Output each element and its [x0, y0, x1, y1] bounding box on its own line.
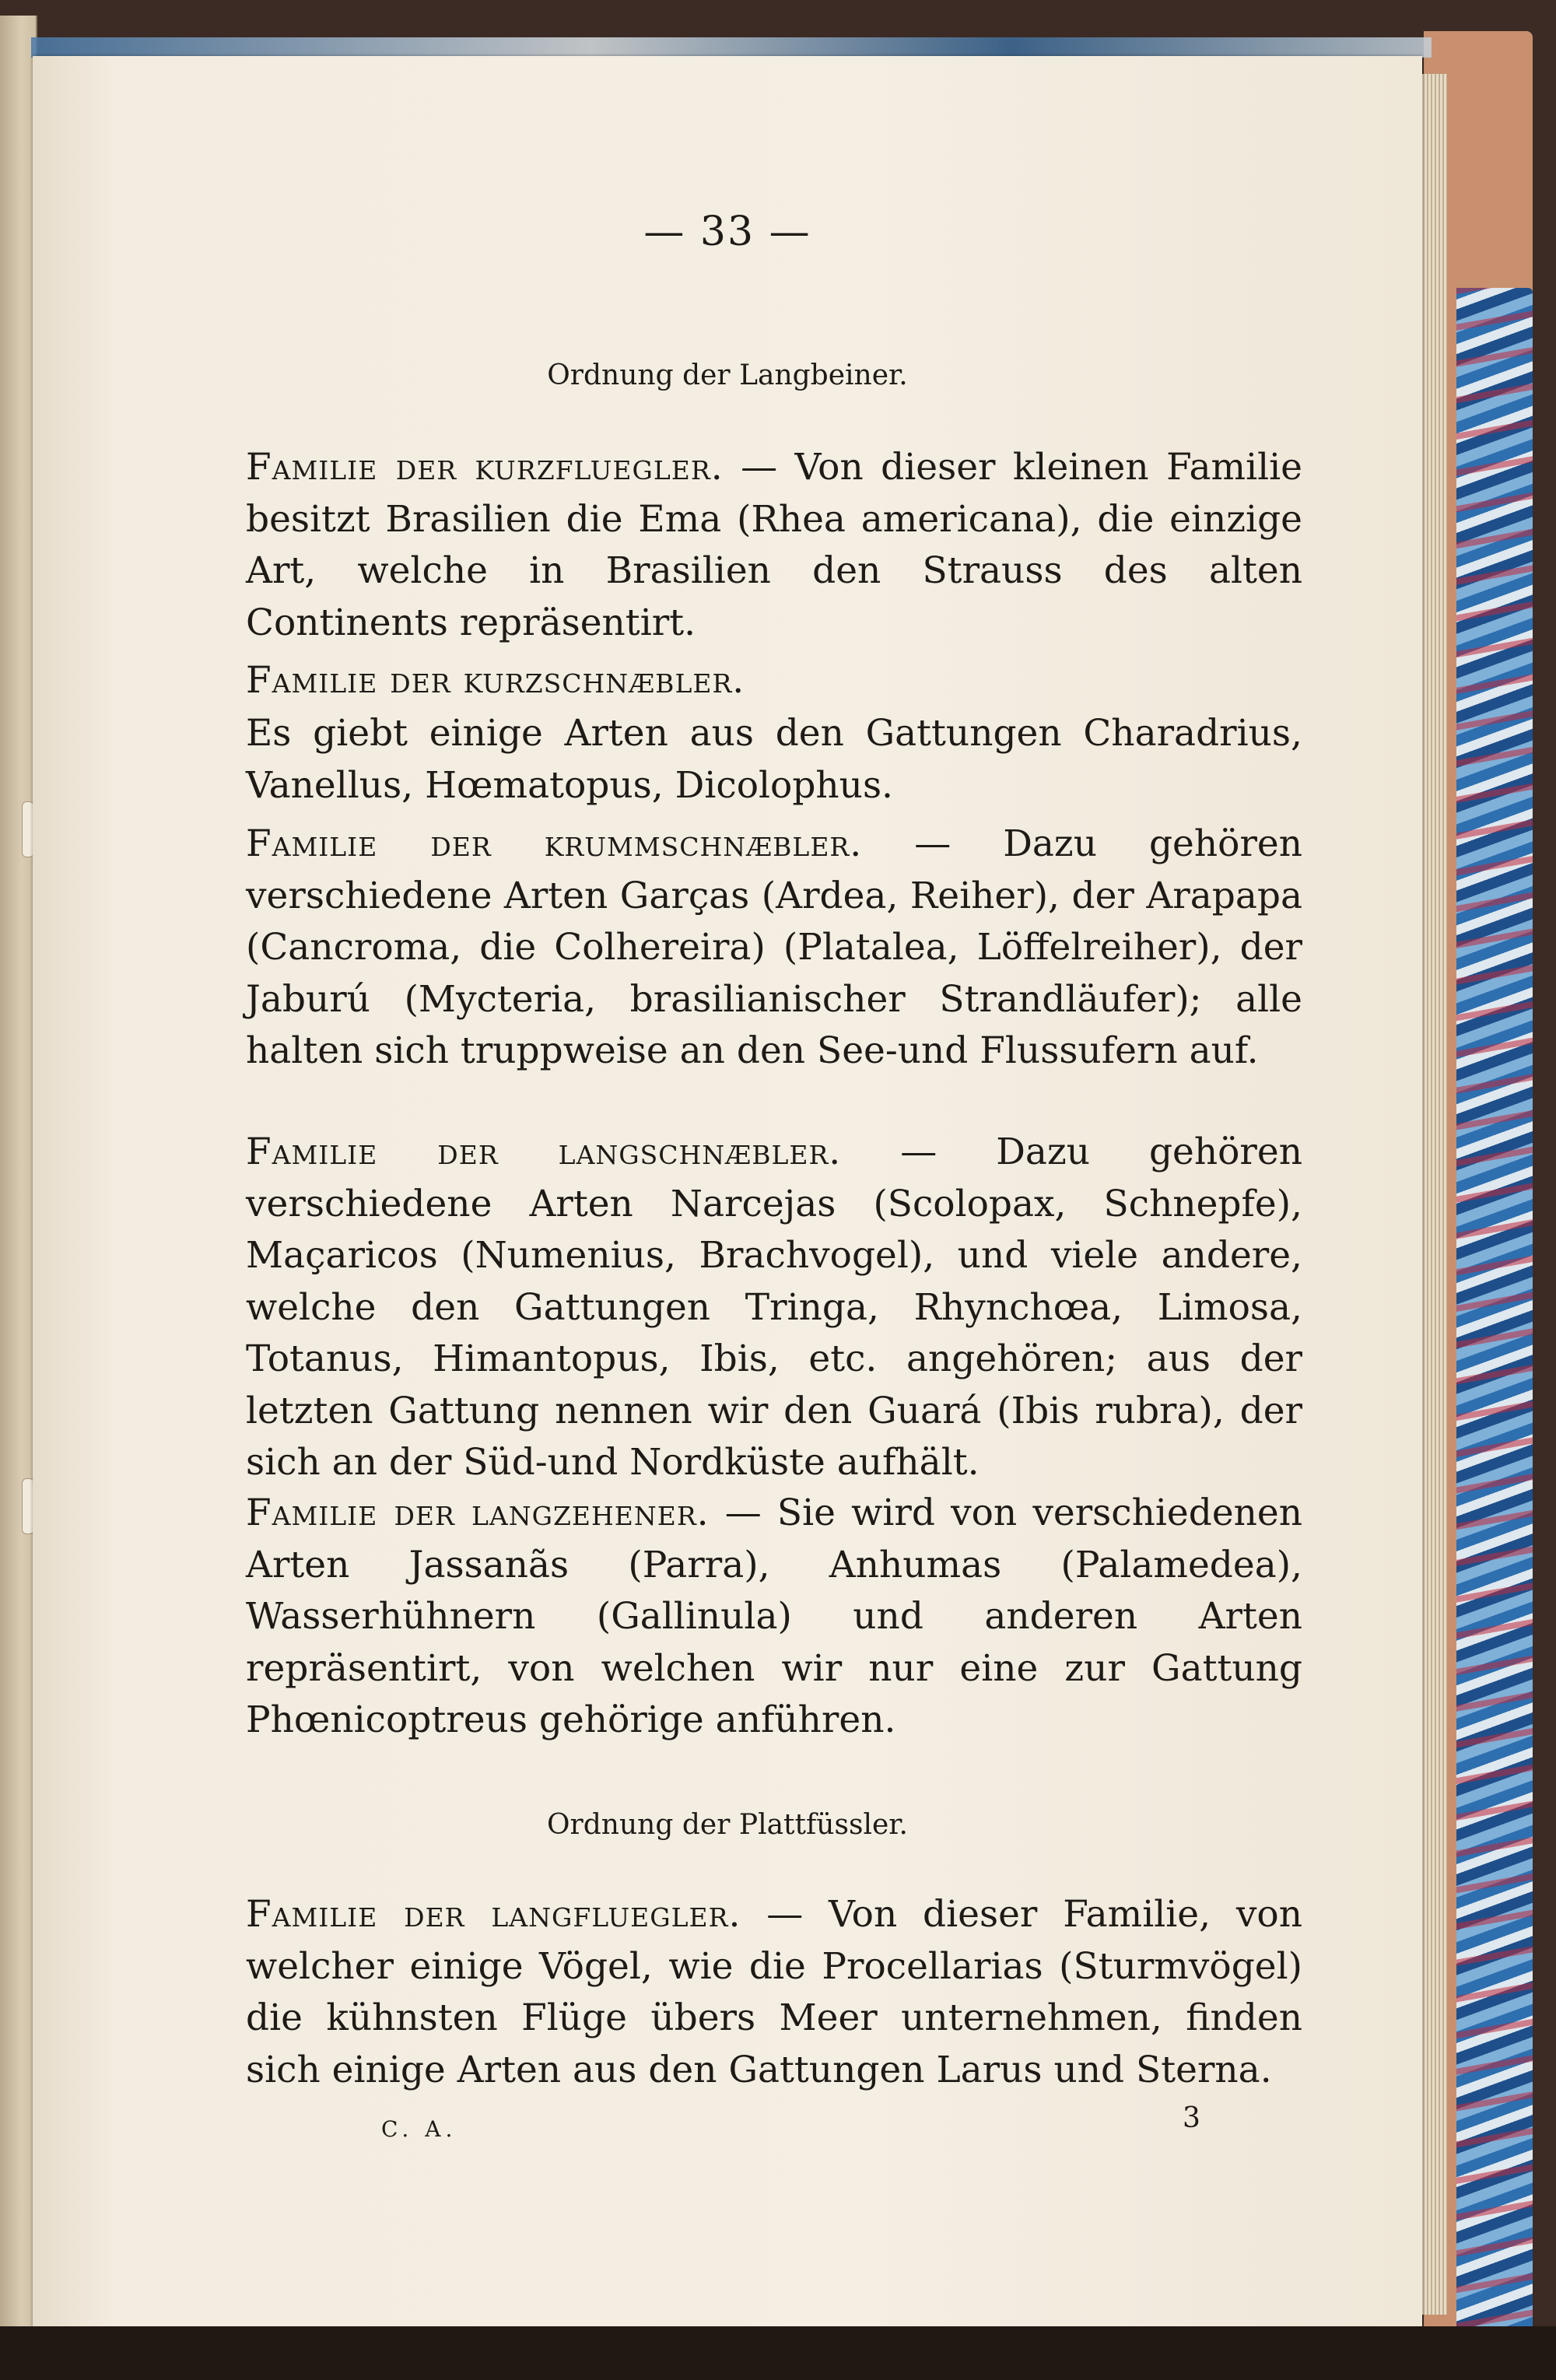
- paragraph-family-langzehener: [246, 1488, 1302, 1747]
- family-title: Familie der langzehener.: [246, 1491, 710, 1534]
- paragraph-text: — Von dieser Familie, von welcher einige Vögel, wie die Procellarias (Sturmvögel) die kühnsten Flüge übers Meer unternehmen, finden sich einige Arten aus den Gattungen Larus und Sterna.: [246, 1893, 1303, 2091]
- family-title: Familie der langfluegler.: [246, 1893, 741, 1936]
- book-page: [33, 56, 1422, 2326]
- paragraph-text: — Dazu gehören verschiedene Arten Narcejas (Scolopax, Schnepfe), Maçaricos (Numenius, Brachvogel), und viele andere, welche den Gattungen Tringa, Rhynchœa, Limosa, Totanus, Himantopus, Ibis, etc. angehören; aus der letzten Gattung nennen wir den Guará (Ibis rubra), der sich an der Süd-und Nordküste aufhält.: [246, 1130, 1302, 1484]
- bottom-shadow: [0, 2326, 1556, 2380]
- printer-signature: C. A.: [381, 2116, 457, 2142]
- family-title: Familie der langschnæbler.: [246, 1130, 842, 1173]
- family-title: Familie der krummschnæbler.: [246, 822, 863, 865]
- paragraph-family-langfluegler: [246, 1889, 1302, 2096]
- paragraph-family-langschnaebler: [246, 1127, 1302, 1489]
- page-number: — 33 —: [643, 209, 811, 255]
- paragraph-family-kurzschnaebler-title: [246, 655, 1302, 707]
- paragraph-text: — Sie wird von verschiedenen Arten Jassanãs (Parra), Anhumas (Palamedea), Wasserhühnern (Gallinula) und anderen Arten repräsentirt, von welchen wir nur eine zur Gattung Phœnicoptreus gehörige anführen.: [246, 1491, 1302, 1741]
- paragraph-text: — Dazu gehören verschiedene Arten Garças (Ardea, Reiher), der Arapapa (Cancroma, die Colhereira) (Platalea, Löffelreiher), der Jaburú (Mycteria, brasilianischer Strandläufer); alle halten sich truppweise an den See-und Flussufern auf.: [246, 822, 1302, 1072]
- facing-page-edge: [0, 16, 37, 2357]
- paragraph-family-krummschnaebler: [246, 818, 1302, 1078]
- paragraph-text: — Von dieser kleinen Familie besitzt Brasilien die Ema (Rhea americana), die einzige Art, welche in Brasilien den Strauss des alten Continents repräsentirt.: [246, 446, 1302, 644]
- paragraph-family-kurzschnaebler: [246, 708, 1302, 811]
- sheet-number: 3: [1183, 2102, 1200, 2134]
- paragraph-text: Es giebt einige Arten aus den Gattungen Charadrius, Vanellus, Hœmatopus, Dicolophus.: [246, 712, 1302, 807]
- paragraph-family-kurzfluegler: [246, 442, 1302, 649]
- page-edge-stack: [1421, 74, 1447, 2315]
- section-heading: Ordnung der Plattfüssler.: [547, 1809, 908, 1841]
- section-heading: Ordnung der Langbeiner.: [547, 359, 908, 391]
- family-title: Familie der kurzschnæbler.: [246, 659, 745, 702]
- family-title: Familie der kurzfluegler.: [246, 446, 724, 489]
- top-marbled-strip: [31, 37, 1432, 58]
- marbled-cover-edge: [1456, 288, 1533, 2342]
